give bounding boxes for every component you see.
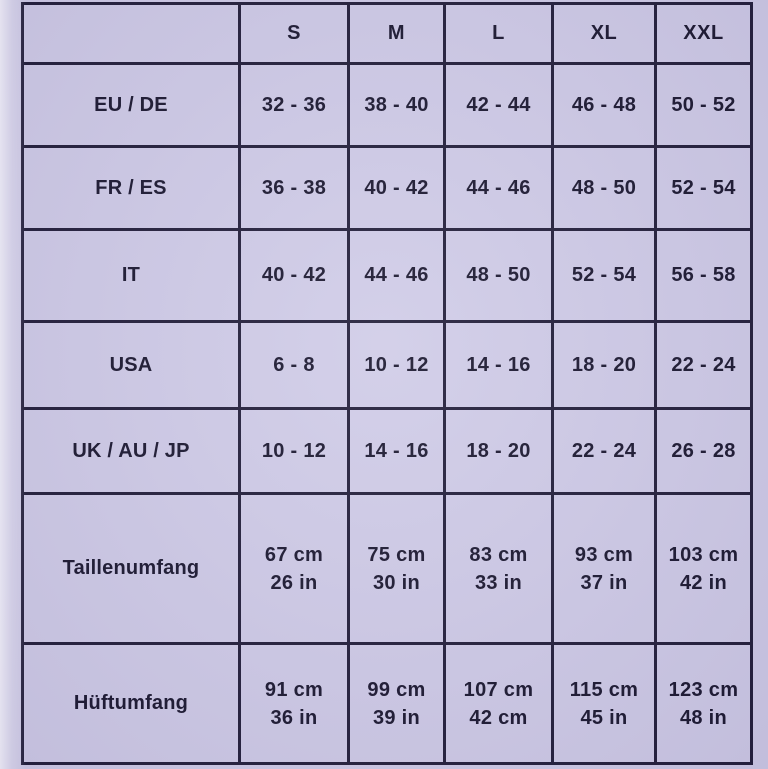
table-cell: 26 - 28 <box>656 409 752 494</box>
hip-cm: 115 cm <box>569 678 639 701</box>
waist-in: 30 in <box>372 571 421 594</box>
waist-cm: 103 cm <box>668 543 739 566</box>
waist-in: 37 in <box>580 571 628 594</box>
table-cell: 6 - 8 <box>240 322 349 409</box>
table-cell: 44 - 46 <box>349 230 445 322</box>
waist-in: 42 in <box>679 571 728 594</box>
hip-in: 45 in <box>580 706 628 729</box>
table-cell: 40 - 42 <box>240 230 349 322</box>
waist-cm: 75 cm <box>367 543 426 566</box>
table-cell <box>349 494 445 644</box>
table-cell: 18 - 20 <box>445 409 553 494</box>
table-cell: 56 - 58 <box>656 230 752 322</box>
table-cell: 22 - 24 <box>656 322 752 409</box>
table-cell: 52 - 54 <box>656 147 752 230</box>
table-cell: 36 - 38 <box>240 147 349 230</box>
table-header-row <box>23 4 752 64</box>
waist-in: 26 in <box>270 571 318 594</box>
table-cell <box>445 644 553 764</box>
row-label: UK / AU / JP <box>23 409 240 494</box>
size-header-xl: XL <box>553 4 656 64</box>
waist-cm: 83 cm <box>469 543 528 566</box>
table-row-waist <box>23 494 752 644</box>
table-cell: 44 - 46 <box>445 147 553 230</box>
table-cell <box>349 644 445 764</box>
table-cell: 46 - 48 <box>553 64 656 147</box>
table-cell <box>553 494 656 644</box>
table-cell: 52 - 54 <box>553 230 656 322</box>
table-cell <box>240 644 349 764</box>
size-header-xxl: XXL <box>656 4 752 64</box>
table-cell: 14 - 16 <box>349 409 445 494</box>
hip-cm: 99 cm <box>367 678 426 701</box>
table-cell: 18 - 20 <box>553 322 656 409</box>
table-cell: 14 - 16 <box>445 322 553 409</box>
table-cell: 10 - 12 <box>349 322 445 409</box>
row-label: USA <box>23 322 240 409</box>
size-conversion-table <box>21 2 753 765</box>
table-row-uk-au-jp <box>23 409 752 494</box>
table-cell <box>553 644 656 764</box>
table-row-fr-es <box>23 147 752 230</box>
row-label: Taillenumfang <box>23 494 240 644</box>
corner-cell <box>23 4 240 64</box>
table-cell: 50 - 52 <box>656 64 752 147</box>
hip-in: 36 in <box>270 706 318 729</box>
size-header-s: S <box>240 4 349 64</box>
size-header-l: L <box>445 4 553 64</box>
hip-in: 39 in <box>372 706 421 729</box>
table-cell: 42 - 44 <box>445 64 553 147</box>
row-label: EU / DE <box>23 64 240 147</box>
table-cell: 32 - 36 <box>240 64 349 147</box>
table-cell: 38 - 40 <box>349 64 445 147</box>
row-label: FR / ES <box>23 147 240 230</box>
table-cell <box>240 494 349 644</box>
table-cell <box>445 494 553 644</box>
hip-cm: 107 cm <box>463 678 534 701</box>
size-header-m: M <box>349 4 445 64</box>
hip-cm: 123 cm <box>668 678 739 701</box>
table-cell: 48 - 50 <box>445 230 553 322</box>
table-cell <box>656 644 752 764</box>
table-row-it <box>23 230 752 322</box>
table-cell: 40 - 42 <box>349 147 445 230</box>
hip-in: 48 in <box>679 706 728 729</box>
waist-cm: 67 cm <box>264 543 324 566</box>
table-cell: 48 - 50 <box>553 147 656 230</box>
row-label: Hüftumfang <box>23 644 240 764</box>
table-cell <box>656 494 752 644</box>
hip-cm: 91 cm <box>264 678 324 701</box>
table-cell: 10 - 12 <box>240 409 349 494</box>
table-row-eu-de <box>23 64 752 147</box>
table-cell: 22 - 24 <box>553 409 656 494</box>
waist-cm: 93 cm <box>574 543 634 566</box>
row-label: IT <box>23 230 240 322</box>
table-row-hip <box>23 644 752 764</box>
hip-in: 42 cm <box>469 706 528 729</box>
waist-in: 33 in <box>474 571 523 594</box>
table-row-usa <box>23 322 752 409</box>
